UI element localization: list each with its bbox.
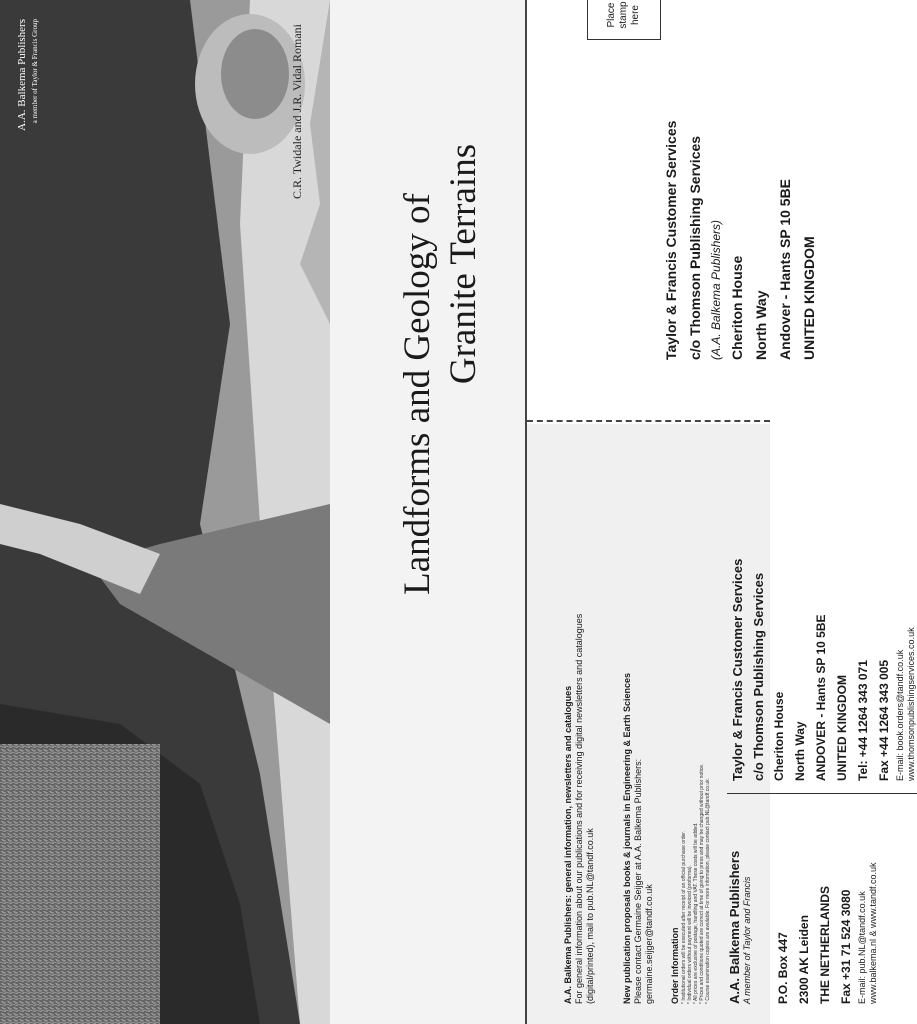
cover-imprint-name: A.A. Balkema Publishers [16,19,28,131]
mail-name: Taylor & Francis Customer Services [663,120,679,360]
order-note: * Institutional orders will be executed after receipt of an official purchase order. [681,830,687,1004]
mailing-address [659,20,821,360]
tf-house: Cheriton House [772,691,786,781]
tf-address-block [727,421,917,794]
balkema-country: THE NETHERLANDS [818,885,832,1004]
stamp-line-1: Place [606,2,617,28]
stamp-box [587,0,661,40]
tf-web: www.thomsonpublishingservices.co.uk [906,627,916,781]
proposals-section [622,434,655,1004]
mail-house: Cheriton House [729,255,745,360]
info-panel [527,424,916,1024]
tf-street: North Way [793,721,807,781]
balkema-box: P.O. Box 447 [776,932,790,1004]
tf-tel: Tel: +44 1264 343 071 [856,660,870,781]
order-notes [681,434,711,1004]
tf-email: E-mail: book.orders@tandf.co.uk [895,649,905,781]
tf-town: ANDOVER - Hants SP 10 5BE [814,614,828,781]
mail-town: Andover - Hants SP 10 5BE [777,178,793,360]
order-note: * Prices and conditions quoted are correct at time of going to press and may be changed without prior notice. [699,763,705,1004]
mail-care-of: c/o Thomson Publishing Services [687,135,703,360]
order-note: * All prices are exclusive of postage, handling and VAT. These costs will be added. [693,822,699,1004]
balkema-address-block [727,809,879,1004]
balkema-member: A member of Taylor and Francis [742,876,752,1004]
order-note: * Course examination copies are available. For more information, please contact pub.NL@tandf.co.uk. [705,777,711,1004]
stamp-line-2: stamp [618,1,629,29]
proposals-text-1: Please contact Germaine Seijger at A.A. Balkema Publishers: [633,758,643,1004]
general-text-2: (digital/printed), mail to pub.NL@tandf.co.uk [585,828,595,1004]
general-info-section [563,434,596,1004]
mail-panel [527,0,817,422]
balkema-name: A.A. Balkema Publishers [727,850,742,1004]
balkema-city: 2300 AK Leiden [797,915,811,1004]
mail-imprint: (A.A. Balkema Publishers) [709,219,723,360]
balkema-email: E-mail: pub.NL@tandf.co.uk [857,891,867,1004]
card-back [527,0,916,1024]
book-title [395,14,487,774]
order-info-section [670,434,711,1004]
general-heading: A.A. Balkema Publishers: general information, newsletters and catalogues [563,685,573,1004]
tf-care-of: c/o Thomson Publishing Services [751,572,766,781]
order-note: * Individual orders without payment will be invoiced (proforma). [687,865,693,1004]
cover-imprint-sub: a member of Taylor & Francis Group [31,19,39,124]
granite-landscape-image [0,0,330,1024]
book-authors: C.R. Twidale and J.R. Vidal Romani [290,24,304,199]
proposals-heading: New publication proposals books & journals in Engineering & Earth Sciences [622,672,632,1004]
balkema-web: www.balkema.nl & www.tandf.co.uk [868,862,878,1004]
balkema-fax: Fax +31 71 524 3080 [839,889,853,1004]
cover-photo [0,0,330,1024]
book-title-line1: Landforms and Geology of [397,193,438,595]
order-heading: Order Information [670,927,680,1004]
proposals-text-2: germaine.seijger@tandf.co.uk [644,884,654,1004]
tf-name: Taylor & Francis Customer Services [730,558,745,781]
mail-country: UNITED KINGDOM [801,236,817,360]
mail-street: North Way [753,290,769,360]
tf-fax: Fax +44 1264 343 005 [877,659,891,781]
stamp-line-3: here [630,5,641,26]
cover-imprint [16,19,42,179]
book-title-line2: Granite Terrains [443,143,484,385]
tf-country: UNITED KINGDOM [835,675,849,781]
general-text-1: For general information about our publications and for receiving digital newsletters and catalogues [574,613,584,1004]
